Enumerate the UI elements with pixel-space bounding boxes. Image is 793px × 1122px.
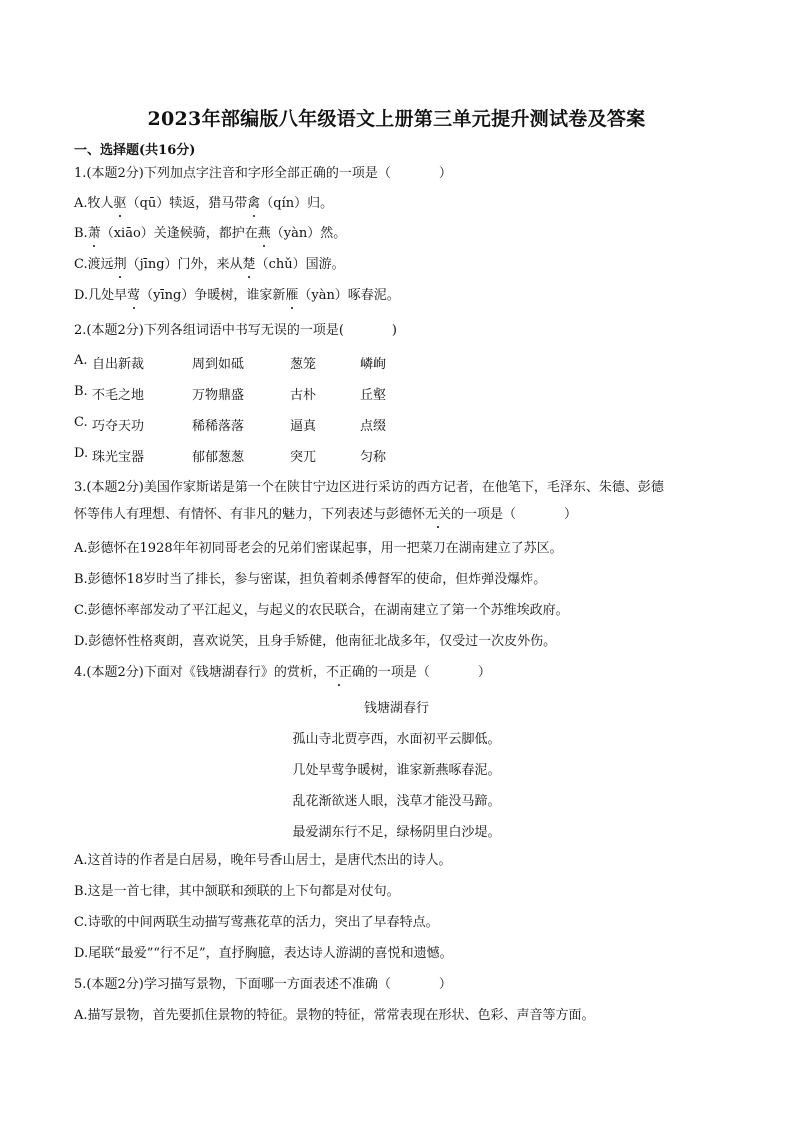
option-label: C.: [74, 257, 88, 272]
option-text: 几处早: [88, 288, 128, 303]
word-cell: 丘壑: [360, 388, 387, 403]
dotted-char: 萧: [87, 226, 101, 241]
word-cell: 自出新裁: [92, 357, 145, 372]
question-3-stem-line-1: 3.(本题2分)美国作家斯诺是第一个在陕甘宁边区进行采访的西方记者，在他笔下，毛泽东、朱德、彭德: [74, 480, 664, 495]
word-cell: 不毛之地: [92, 388, 145, 403]
dotted-char: 禽: [247, 196, 261, 211]
question-stem-text: 确的一项是（: [351, 665, 430, 680]
question-stem-close: ）: [438, 166, 452, 181]
option-label: B.: [74, 226, 88, 241]
option-label: A.: [74, 196, 88, 211]
question-stem-text: 怀等伟人有理想、有情怀、有非凡的魅力，下列表述与彭德怀: [74, 507, 426, 522]
question-stem-text: 2.(本题2分)下列各组词语中书写无误的一项是(: [74, 323, 344, 338]
question-4-option-c: C.诗歌的中间两联生动描写莺燕花草的活力，突出了早春特点。: [74, 915, 439, 930]
question-stem-close: ）: [438, 977, 452, 992]
dotted-char: 荆: [113, 257, 127, 272]
question-5-option-a: A.描写景物，首先要抓住景物的特征。景物的特征，常常表现在形状、色彩、声音等方面。: [74, 1008, 595, 1023]
question-stem-text: 4.(本题2分)下面对《钱塘湖春行》的赏析，: [74, 665, 326, 680]
question-stem-text: 1.(本题2分)下列加点字注音和字形全部正确的一项是（: [74, 166, 391, 181]
word-cell: 珠光宝器: [92, 450, 145, 465]
option-text: （yàn）然。: [270, 226, 347, 241]
option-text: （qū）犊返，猎马带: [126, 196, 248, 211]
question-1-option-d: [74, 287, 400, 305]
word-cell: 匀称: [360, 450, 387, 465]
question-1-option-b: [74, 225, 346, 243]
word-cell: 逼真: [290, 419, 317, 434]
word-cell: 古朴: [290, 388, 317, 403]
question-stem-text: 5.(本题2分)学习描写景物，下面哪一方面表述不准确（: [74, 977, 391, 992]
poem-title: 钱塘湖春行: [363, 701, 429, 716]
question-3-option-b: B.彭德怀18岁时当了排长，参与密谋，担负着刺杀傅督军的使命，但炸弹没爆炸。: [74, 572, 547, 587]
word-cell: 郁郁葱葱: [192, 450, 245, 465]
question-4-option-a: A.这首诗的作者是白居易，晚年号香山居士，是唐代杰出的诗人。: [74, 853, 452, 868]
document-title: 2023年部编版八年级语文上册第三单元提升测试卷及答案: [147, 108, 646, 130]
poem-line-4: 最爱湖东行不足，绿杨阴里白沙堤。: [292, 825, 501, 840]
question-stem-text: 的一项是（: [451, 507, 517, 522]
option-label: A.: [74, 353, 88, 368]
option-text: （yīng）争暖树，谁家新: [140, 288, 286, 303]
dotted-char: 雁: [285, 288, 299, 303]
option-text: （qín）归。: [260, 196, 334, 211]
poem-line-3: 乱花渐欲迷人眼，浅草才能没马蹄。: [292, 794, 501, 809]
dotted-char: 燕: [257, 226, 271, 241]
question-3-option-c: C.彭德怀率部发动了平江起义，与起义的农民联合，在湖南建立了第一个苏维埃政府。: [74, 603, 569, 618]
option-text: （jīng）门外，来从: [126, 257, 243, 272]
question-1-option-a: [74, 195, 333, 213]
option-text: （yàn）啄春泥。: [298, 288, 400, 303]
question-3-option-a: A.彭德怀在1928年年初同哥老会的兄弟们密谋起事，用一把菜刀在湖南建立了苏区。: [74, 541, 563, 556]
option-text: 牧人: [87, 196, 114, 211]
dotted-char: 莺: [127, 288, 141, 303]
section-heading: 一、选择题(共16分): [74, 143, 196, 158]
question-stem-close: ）: [477, 665, 491, 680]
dotted-emphasis: 不正: [325, 665, 352, 680]
option-label: C.: [74, 415, 88, 430]
question-3-option-d: D.彭德怀性格爽朗，喜欢说笑，且身手矫健，他南征北战多年，仅受过一次皮外伤。: [74, 634, 557, 649]
option-text: （xiāo）关逢候骑，都护在: [100, 226, 258, 241]
word-cell: 点缀: [360, 419, 387, 434]
word-cell: 万物鼎盛: [192, 388, 245, 403]
question-2-stem: [74, 322, 397, 340]
option-label: D.: [74, 288, 89, 303]
dotted-char: 楚: [242, 257, 256, 272]
option-label: D.: [74, 446, 89, 461]
question-5-stem: [74, 976, 452, 994]
question-4-option-d: D.尾联“最爱”“行不足”，直抒胸臆，表达诗人游湖的喜悦和遗憾。: [74, 946, 453, 961]
word-cell: 稀稀落落: [192, 419, 245, 434]
question-1-stem: [74, 165, 452, 183]
question-stem-close: ): [391, 323, 397, 338]
word-cell: 周到如砥: [192, 357, 245, 372]
question-4-stem: [74, 664, 491, 682]
dotted-char: 驱: [113, 196, 127, 211]
option-label: B.: [74, 384, 88, 399]
word-cell: 巧夺天功: [92, 419, 145, 434]
word-cell: 葱笼: [290, 357, 317, 372]
word-cell: 突兀: [290, 450, 317, 465]
word-cell: 嶙峋: [360, 357, 387, 372]
poem-line-2: 几处早莺争暖树，谁家新燕啄春泥。: [292, 763, 501, 778]
question-stem-close: ）: [564, 507, 578, 522]
poem-line-1: 孤山寺北贾亭西，水面初平云脚低。: [292, 732, 501, 747]
option-text: 渡远: [87, 257, 114, 272]
dotted-emphasis: 无关: [425, 507, 452, 522]
option-text: （chǔ）国游。: [255, 257, 345, 272]
question-4-option-b: B.这是一首七律，其中颔联和颈联的上下句都是对仗句。: [74, 884, 400, 899]
question-3-stem-line-2: [74, 506, 577, 524]
question-1-option-c: [74, 256, 345, 274]
